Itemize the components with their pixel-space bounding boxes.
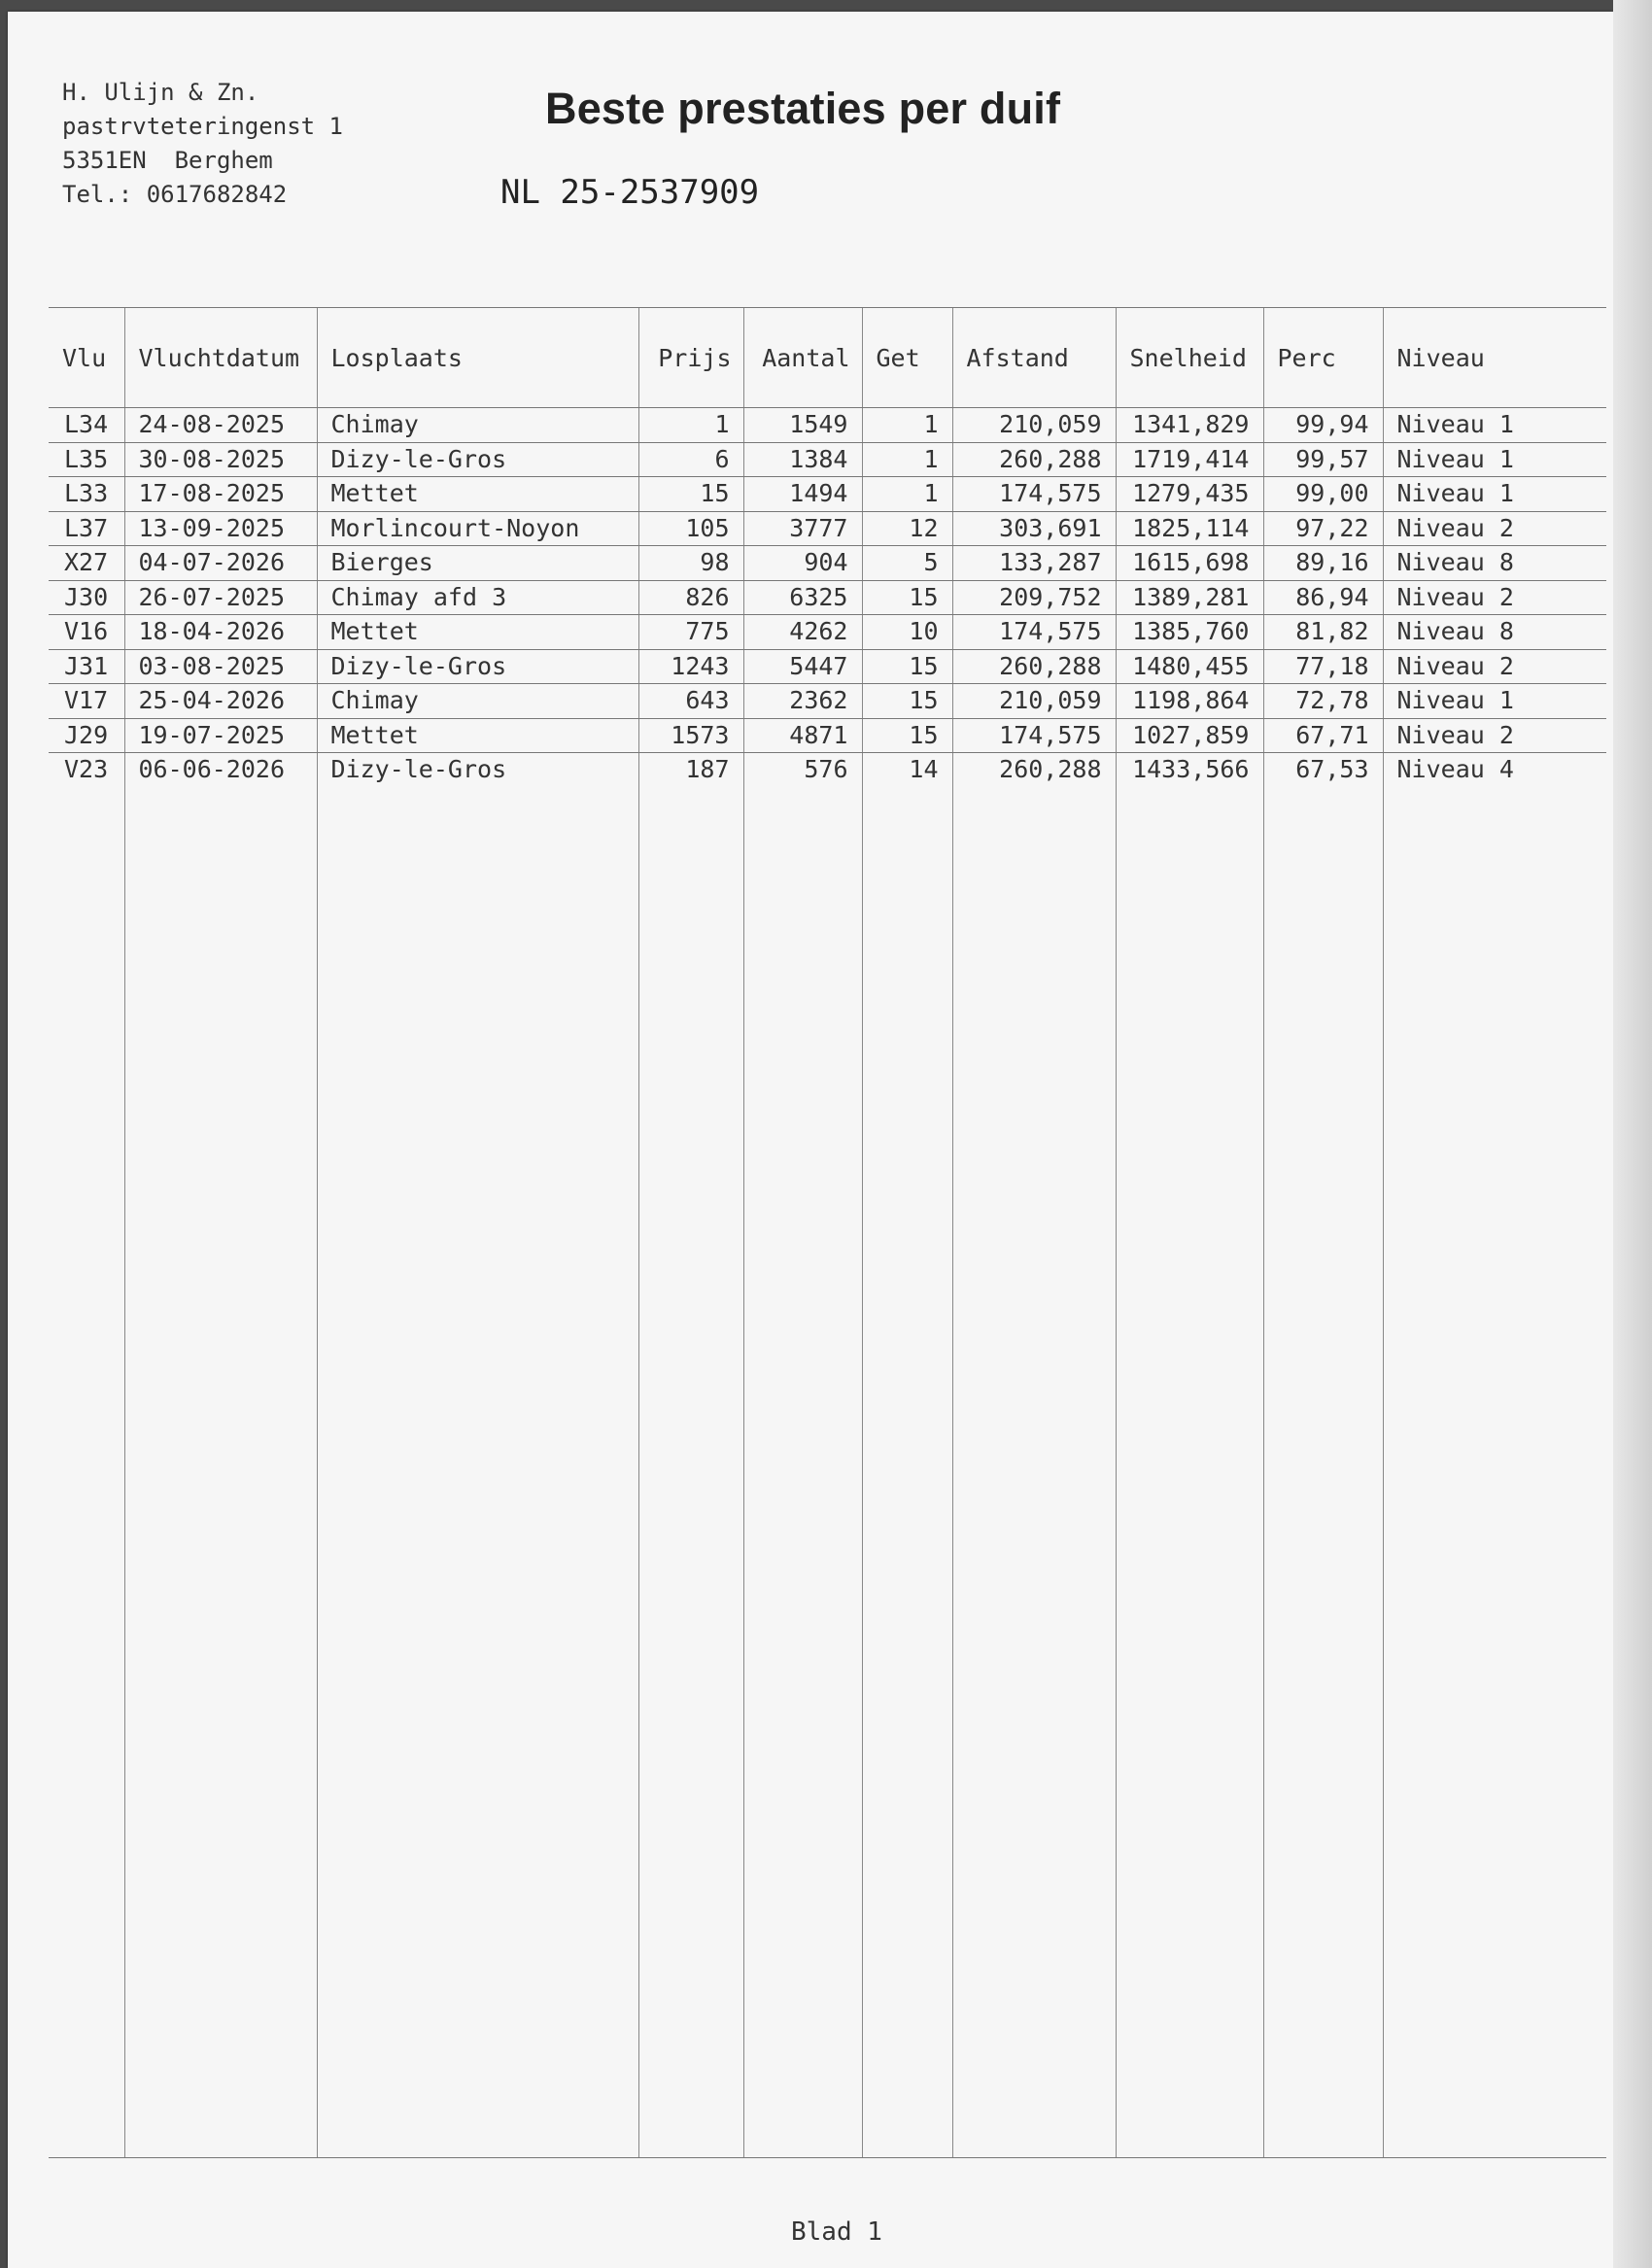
table-row bbox=[49, 649, 1606, 684]
cell-get: 5 bbox=[862, 546, 952, 581]
cell-aantal: 576 bbox=[743, 753, 862, 787]
col-header-snelheid: Snelheid bbox=[1116, 308, 1263, 408]
cell-vlu: J29 bbox=[49, 718, 124, 753]
pigeon-id: NL 25-2537909 bbox=[500, 173, 760, 212]
col-header-perc: Perc bbox=[1263, 308, 1383, 408]
cell-niveau: Niveau 8 bbox=[1383, 615, 1606, 650]
filler-cell bbox=[952, 787, 1116, 2158]
table-row bbox=[49, 615, 1606, 650]
cell-snelheid: 1480,455 bbox=[1116, 649, 1263, 684]
cell-vluchtdatum: 26-07-2025 bbox=[124, 580, 317, 615]
cell-vlu: L37 bbox=[49, 511, 124, 546]
cell-aantal: 2362 bbox=[743, 684, 862, 719]
cell-losplaats: Mettet bbox=[317, 615, 638, 650]
cell-get: 1 bbox=[862, 442, 952, 477]
cell-aantal: 1549 bbox=[743, 408, 862, 443]
cell-aantal: 1494 bbox=[743, 477, 862, 512]
cell-prijs: 187 bbox=[638, 753, 743, 787]
cell-vluchtdatum: 25-04-2026 bbox=[124, 684, 317, 719]
cell-afstand: 209,752 bbox=[952, 580, 1116, 615]
cell-vluchtdatum: 30-08-2025 bbox=[124, 442, 317, 477]
page-edge bbox=[1613, 0, 1652, 2268]
cell-niveau: Niveau 1 bbox=[1383, 477, 1606, 512]
filler-cell bbox=[743, 787, 862, 2158]
col-header-niveau: Niveau bbox=[1383, 308, 1606, 408]
cell-losplaats: Dizy-le-Gros bbox=[317, 753, 638, 787]
filler-cell bbox=[638, 787, 743, 2158]
cell-vlu: L33 bbox=[49, 477, 124, 512]
table-row bbox=[49, 477, 1606, 512]
cell-vlu: V16 bbox=[49, 615, 124, 650]
cell-prijs: 1573 bbox=[638, 718, 743, 753]
cell-aantal: 1384 bbox=[743, 442, 862, 477]
cell-get: 10 bbox=[862, 615, 952, 650]
cell-afstand: 210,059 bbox=[952, 408, 1116, 443]
cell-afstand: 174,575 bbox=[952, 718, 1116, 753]
cell-snelheid: 1615,698 bbox=[1116, 546, 1263, 581]
cell-vluchtdatum: 24-08-2025 bbox=[124, 408, 317, 443]
cell-vluchtdatum: 13-09-2025 bbox=[124, 511, 317, 546]
cell-niveau: Niveau 2 bbox=[1383, 649, 1606, 684]
cell-vlu: V23 bbox=[64, 755, 109, 784]
filler-cell bbox=[1116, 787, 1263, 2158]
cell-vluchtdatum: 18-04-2026 bbox=[124, 615, 317, 650]
col-header-get: Get bbox=[862, 308, 952, 408]
cell-get: 12 bbox=[862, 511, 952, 546]
table-header-row bbox=[49, 308, 1606, 408]
table-row bbox=[49, 408, 1606, 443]
cell-prijs: 6 bbox=[638, 442, 743, 477]
cell-niveau: Niveau 1 bbox=[1383, 442, 1606, 477]
col-header-aantal: Aantal bbox=[743, 308, 862, 408]
cell-niveau: Niveau 1 bbox=[1383, 408, 1606, 443]
cell-niveau: Niveau 2 bbox=[1383, 718, 1606, 753]
cell-losplaats: Bierges bbox=[317, 546, 638, 581]
results-table-wrap bbox=[49, 307, 1606, 2146]
results-table bbox=[49, 307, 1606, 2158]
filler-cell bbox=[124, 787, 317, 2158]
cell-get: 1 bbox=[862, 408, 952, 443]
address-line-name: H. Ulijn & Zn. bbox=[62, 79, 259, 106]
cell-perc: 89,16 bbox=[1263, 546, 1383, 581]
col-header-vlu: Vlu bbox=[49, 308, 124, 408]
cell-vluchtdatum: 19-07-2025 bbox=[124, 718, 317, 753]
cell-perc: 99,94 bbox=[1263, 408, 1383, 443]
cell-afstand: 260,288 bbox=[952, 649, 1116, 684]
cell-losplaats: Mettet bbox=[317, 718, 638, 753]
table-filler-row bbox=[49, 787, 1606, 2158]
cell-perc: 81,82 bbox=[1263, 615, 1383, 650]
cell-get: 14 bbox=[862, 753, 952, 787]
cell-afstand: 303,691 bbox=[952, 511, 1116, 546]
cell-vluchtdatum: 04-07-2026 bbox=[124, 546, 317, 581]
cell-perc: 67,71 bbox=[1263, 718, 1383, 753]
filler-cell bbox=[317, 787, 638, 2158]
cell-aantal: 5447 bbox=[743, 649, 862, 684]
cell-losplaats: Chimay bbox=[317, 408, 638, 443]
sender-address bbox=[62, 76, 343, 212]
address-line-street: pastrvteteringenst 1 bbox=[62, 113, 343, 140]
cell-get: 15 bbox=[862, 684, 952, 719]
table-row bbox=[49, 442, 1606, 477]
cell-vluchtdatum: 06-06-2026 bbox=[124, 753, 317, 787]
table-row bbox=[49, 546, 1606, 581]
cell-afstand: 174,575 bbox=[952, 615, 1116, 650]
cell-aantal: 904 bbox=[743, 546, 862, 581]
cell-niveau: Niveau 8 bbox=[1383, 546, 1606, 581]
col-header-prijs: Prijs bbox=[638, 308, 743, 408]
cell-snelheid: 1385,760 bbox=[1116, 615, 1263, 650]
cell-aantal: 4262 bbox=[743, 615, 862, 650]
cell-prijs: 1 bbox=[638, 408, 743, 443]
cell-losplaats: Chimay bbox=[317, 684, 638, 719]
cell-aantal: 6325 bbox=[743, 580, 862, 615]
cell-vlu: J31 bbox=[49, 649, 124, 684]
cell-losplaats: Morlincourt-Noyon bbox=[317, 511, 638, 546]
cell-snelheid: 1389,281 bbox=[1116, 580, 1263, 615]
cell-vluchtdatum: 17-08-2025 bbox=[124, 477, 317, 512]
cell-snelheid: 1198,864 bbox=[1116, 684, 1263, 719]
table-body bbox=[49, 408, 1606, 2158]
col-header-losplaats: Losplaats bbox=[317, 308, 638, 408]
table-row bbox=[49, 753, 1606, 787]
page-title: Beste prestaties per duif bbox=[545, 84, 1061, 133]
cell-vlu: L34 bbox=[49, 408, 124, 443]
cell-losplaats: Dizy-le-Gros bbox=[317, 442, 638, 477]
cell-get: 15 bbox=[862, 649, 952, 684]
col-header-afstand: Afstand bbox=[952, 308, 1116, 408]
cell-afstand: 260,288 bbox=[952, 753, 1116, 787]
col-header-vluchtdatum: Vluchtdatum bbox=[124, 308, 317, 408]
address-line-phone: Tel.: 0617682842 bbox=[62, 181, 288, 208]
cell-niveau: Niveau 2 bbox=[1383, 511, 1606, 546]
address-line-city: 5351EN Berghem bbox=[62, 147, 273, 174]
cell-snelheid: 1433,566 bbox=[1116, 753, 1263, 787]
cell-vlu: J30 bbox=[49, 580, 124, 615]
cell-losplaats: Dizy-le-Gros bbox=[317, 649, 638, 684]
cell-prijs: 15 bbox=[638, 477, 743, 512]
cell-afstand: 133,287 bbox=[952, 546, 1116, 581]
cell-afstand: 174,575 bbox=[952, 477, 1116, 512]
filler-cell bbox=[49, 787, 124, 2158]
cell-afstand: 210,059 bbox=[952, 684, 1116, 719]
cell-prijs: 105 bbox=[638, 511, 743, 546]
cell-perc: 67,53 bbox=[1263, 753, 1383, 787]
filler-cell bbox=[862, 787, 952, 2158]
cell-niveau: Niveau 1 bbox=[1383, 684, 1606, 719]
table-row bbox=[49, 718, 1606, 753]
cell-prijs: 826 bbox=[638, 580, 743, 615]
cell-snelheid: 1341,829 bbox=[1116, 408, 1263, 443]
document-page bbox=[8, 12, 1613, 2268]
cell-niveau: Niveau 2 bbox=[1383, 580, 1606, 615]
table-row bbox=[49, 511, 1606, 546]
cell-perc: 77,18 bbox=[1263, 649, 1383, 684]
cell-aantal: 4871 bbox=[743, 718, 862, 753]
cell-prijs: 643 bbox=[638, 684, 743, 719]
filler-cell bbox=[1263, 787, 1383, 2158]
cell-perc: 99,57 bbox=[1263, 442, 1383, 477]
cell-vlu: L35 bbox=[49, 442, 124, 477]
cell-prijs: 98 bbox=[638, 546, 743, 581]
cell-snelheid: 1719,414 bbox=[1116, 442, 1263, 477]
cell-losplaats: Chimay afd 3 bbox=[317, 580, 638, 615]
cell-perc: 72,78 bbox=[1263, 684, 1383, 719]
cell-get: 15 bbox=[862, 718, 952, 753]
cell-snelheid: 1279,435 bbox=[1116, 477, 1263, 512]
page-number: Blad 1 bbox=[791, 2217, 882, 2247]
filler-cell bbox=[1383, 787, 1606, 2158]
cell-perc: 97,22 bbox=[1263, 511, 1383, 546]
table-row bbox=[49, 580, 1606, 615]
cell-prijs: 775 bbox=[638, 615, 743, 650]
cell-perc: 86,94 bbox=[1263, 580, 1383, 615]
cell-get: 15 bbox=[862, 580, 952, 615]
cell-afstand: 260,288 bbox=[952, 442, 1116, 477]
cell-snelheid: 1027,859 bbox=[1116, 718, 1263, 753]
cell-vlu: V17 bbox=[49, 684, 124, 719]
cell-aantal: 3777 bbox=[743, 511, 862, 546]
cell-snelheid: 1825,114 bbox=[1116, 511, 1263, 546]
table-row bbox=[49, 684, 1606, 719]
cell-perc: 99,00 bbox=[1263, 477, 1383, 512]
cell-losplaats: Mettet bbox=[317, 477, 638, 512]
cell-prijs: 1243 bbox=[638, 649, 743, 684]
cell-vluchtdatum: 03-08-2025 bbox=[124, 649, 317, 684]
cell-get: 1 bbox=[862, 477, 952, 512]
cell-niveau: Niveau 4 bbox=[1383, 753, 1606, 787]
cell-vlu: X27 bbox=[49, 546, 124, 581]
